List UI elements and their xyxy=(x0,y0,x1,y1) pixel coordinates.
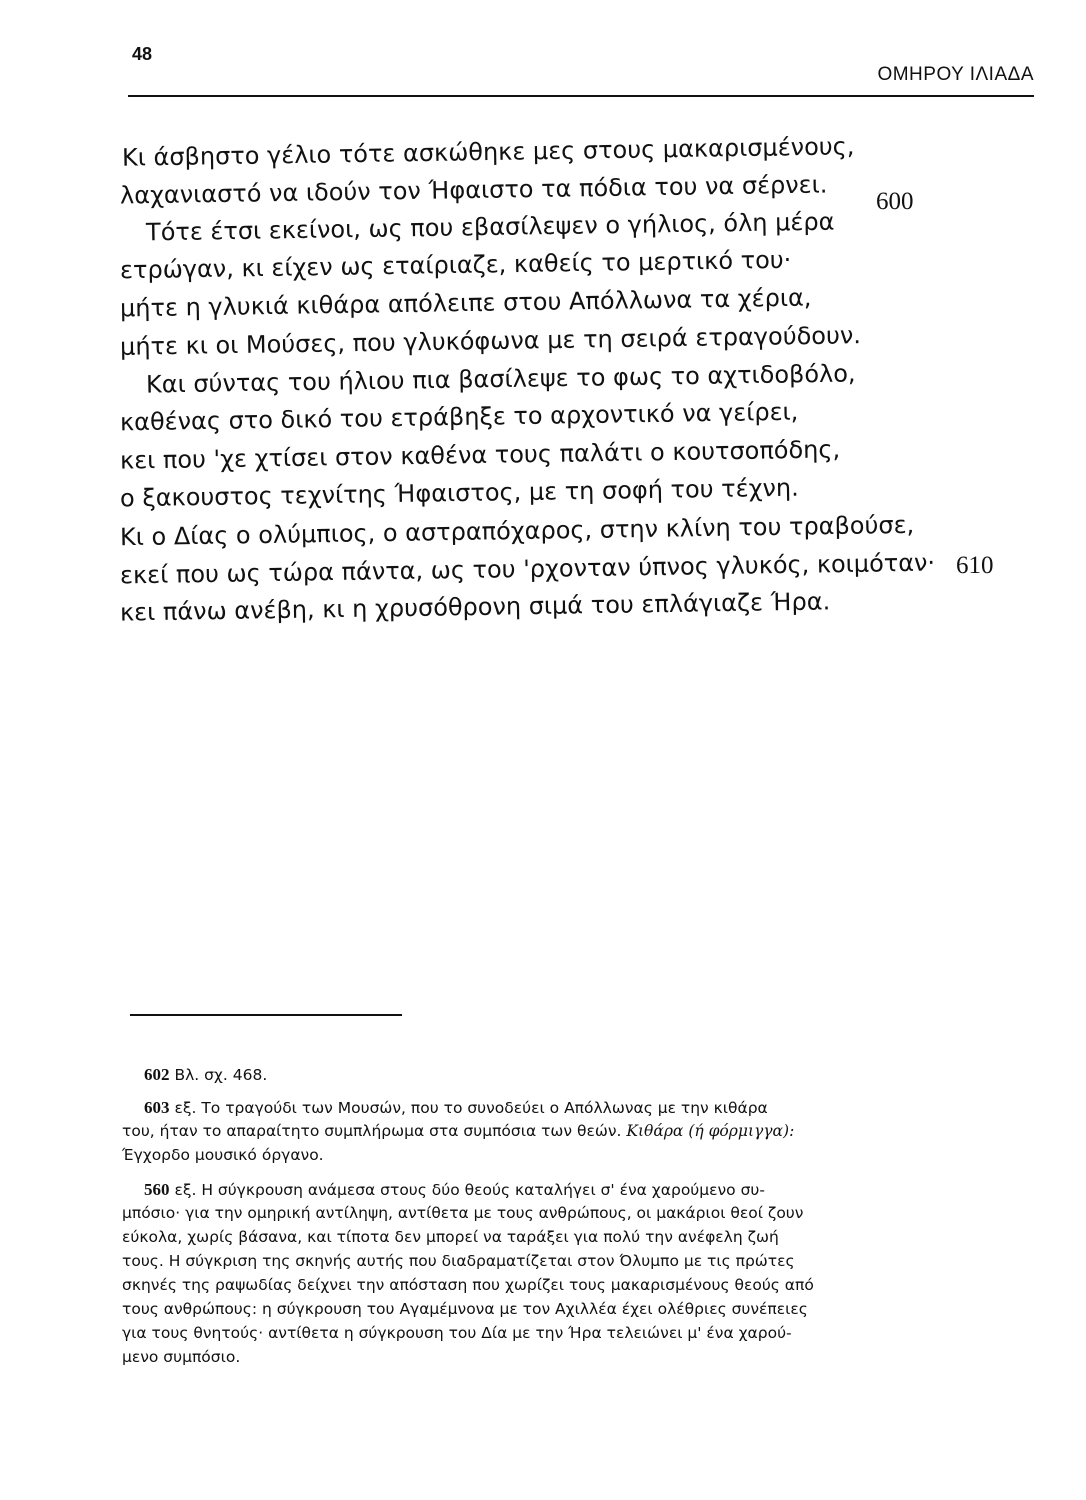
line-number-610: 610 xyxy=(956,552,994,579)
footnote-text: εξ. Η σύγκρουση ανάμεσα στους δύο θεούς καταλήγει σ' ένα χαρούμενο συ- xyxy=(174,1181,765,1199)
verse-line: μήτε κι οι Μούσες, που γλυκόφωνα με τη σειρά ετραγούδουν. xyxy=(119,321,862,361)
verse-line: κει πάνω ανέβη, κι η χρυσόθρονη σιμά του επλάγιαζε Ήρα. xyxy=(119,587,831,627)
page-number: 48 xyxy=(132,44,153,64)
footnote-line: για τους θνητούς· αντίθετα η σύγκρουση του Δία με την Ήρα τελειώνει μ' ένα χαρού- xyxy=(122,1324,792,1342)
footnote xyxy=(144,1096,768,1120)
footnote-line: τους. Η σύγκριση της σκηνής αυτής που διαδραματίζεται στον Όλυμπο με τις πρώτες xyxy=(122,1252,795,1270)
line-number-600: 600 xyxy=(876,188,914,215)
verse-line: κει που 'χε χτίσει στον καθένα τους παλάτι ο κουτσοπόδης, xyxy=(119,435,841,475)
verse-line: Και σύντας του ήλιου πια βασίλεψε το φως το αχτιδοβόλο, xyxy=(145,359,856,399)
footnote-ref: 560 xyxy=(144,1180,170,1199)
verse-line: Κι ο Δίας ο ολύμπιος, ο αστραπόχαρος, στην κλίνη του τραβούσε, xyxy=(119,510,915,552)
footnote-line: σκηνές της ραψωδίας δείχνει την απόσταση που χωρίζει τους μακαρισμένους θεούς από xyxy=(122,1276,814,1294)
verse-line: Κι άσβηστο γέλιο τότε ασκώθηκε μες στους μακαρισμένους, xyxy=(121,132,855,172)
footnote-line: μπόσιο· για την ομηρική αντίληψη, αντίθετα με τους ανθρώπους, οι μακάριοι θεοί ζουν xyxy=(122,1204,804,1222)
footnote-text: Βλ. σχ. 468. xyxy=(174,1066,268,1084)
verse-line: λαχανιαστό να ιδούν τον Ήφαιστο τα πόδια του να σέρνει. xyxy=(119,170,828,210)
running-title: ΟΜΗΡΟΥ ΙΛΙΑΔΑ xyxy=(877,64,1034,85)
header-rule xyxy=(128,95,1034,97)
footnote xyxy=(144,1063,267,1087)
footnote-text: εξ. Το τραγούδι των Μουσών, που το συνοδεύει ο Απόλλωνας με την κιθάρα xyxy=(174,1099,768,1117)
verse-line: μήτε η γλυκιά κιθάρα απόλειπε στου Απόλλωνα τα χέρια, xyxy=(119,283,812,323)
footnote-ref: 603 xyxy=(144,1098,170,1117)
verse-line: ο ξακουστος τεχνίτης Ήφαιστος, με τη σοφή του τέχνη. xyxy=(119,473,799,513)
footnote-line xyxy=(122,1120,794,1143)
footnote-text: του, ήταν το απαραίτητο συμπλήρωμα στα συμπόσια των θεών. xyxy=(122,1122,622,1140)
footnote-line: εύκολα, χωρίς βάσανα, και τίποτα δεν μπορεί να ταράξει για πολύ την ανέφελη ζωή xyxy=(122,1228,779,1246)
verse-line: εκεί που ως τώρα πάντα, ως του 'ρχονταν ύπνος γλυκός, κοιμόταν· xyxy=(119,548,936,590)
footnote-ref: 602 xyxy=(144,1065,170,1084)
footnote xyxy=(144,1178,765,1202)
verse-line: Τότε έτσι εκείνοι, ως που εβασίλεψεν ο γήλιος, όλη μέρα xyxy=(145,207,835,247)
verse-line: ετρώγαν, κι είχεν ως εταίριαζε, καθείς το μερτικό του· xyxy=(119,245,792,285)
footnote-line: Έγχορδο μουσικό όργανο. xyxy=(122,1146,324,1164)
footnote-line: τους ανθρώπους: η σύγκρουση του Αγαμέμνονα με τον Αχιλλέα έχει ολέθριες συνέπειες xyxy=(122,1300,808,1318)
footnote-rule xyxy=(130,1014,402,1016)
verse-line: καθένας στο δικό του ετράβηξε το αρχοντικό να γείρει, xyxy=(119,397,799,437)
footnote-italic-term: Κιθάρα (ή φόρμιγγα): xyxy=(626,1122,795,1140)
footnote-line: μενο συμπόσιο. xyxy=(122,1348,241,1366)
